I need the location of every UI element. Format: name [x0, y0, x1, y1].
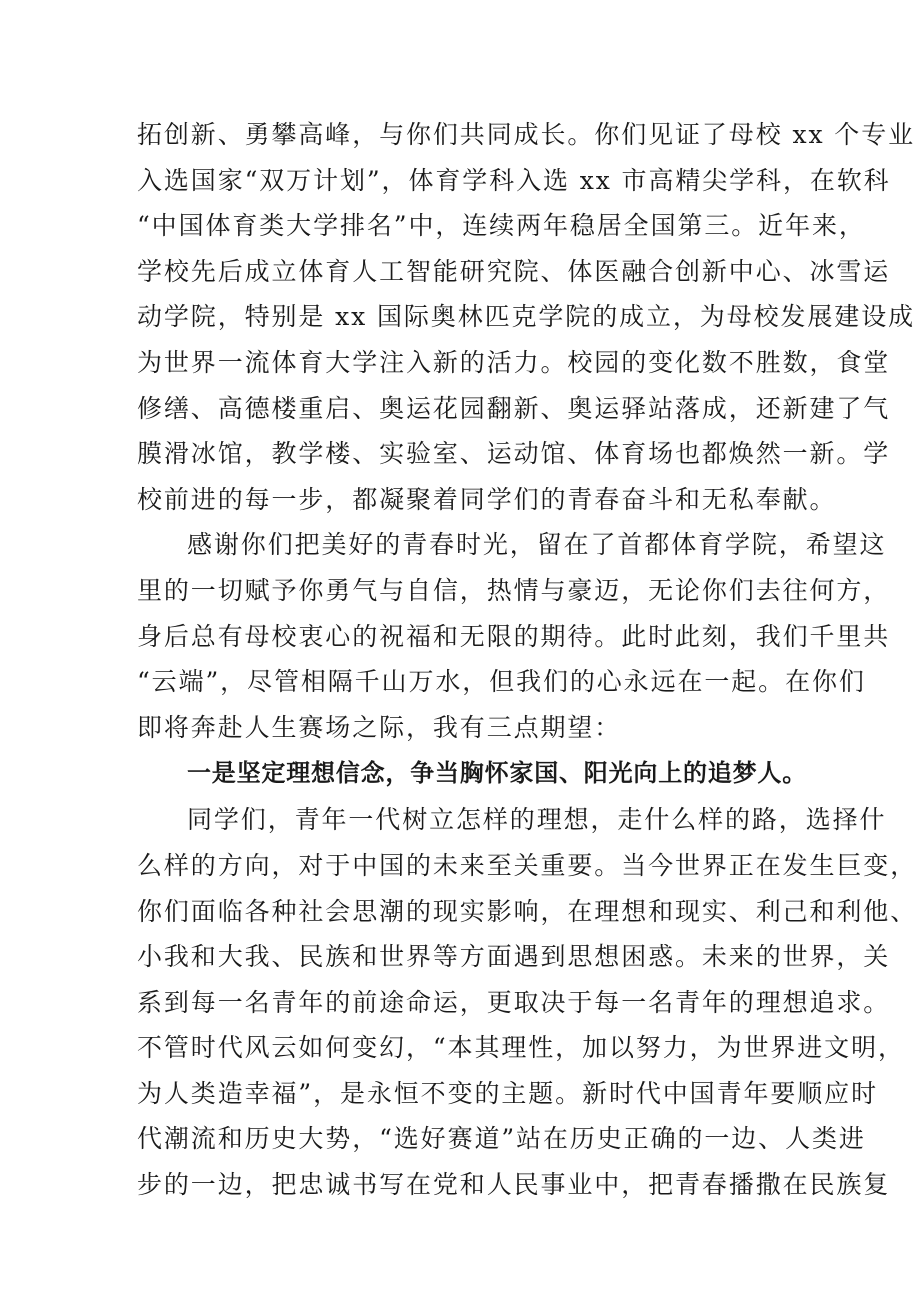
text-line: 系到每一名青年的前途命运，更取决于每一名青年的理想追求。: [137, 987, 891, 1017]
text-line: 不管时代风云如何变幻，“本其理性，加以努力，为世界进文明，: [137, 1033, 905, 1063]
section-heading: 一是坚定理想信念，争当胸怀家国、阳光向上的追梦人。: [187, 759, 807, 788]
text-line: 里的一切赋予你勇气与自信，热情与豪迈，无论你们去往何方，: [137, 575, 891, 605]
text-line: 入选国家“双万计划”，体育学科入选 xx 市高精尖学科，在软科: [137, 165, 891, 195]
text-line: 你们面临各种社会思潮的现实影响，在理想和现实、利己和利他、: [137, 896, 918, 926]
text-line: 代潮流和历史大势，“选好赛道”站在历史正确的一边、人类进: [137, 1124, 866, 1154]
text-line: 同学们，青年一代树立怎样的理想，走什么样的路，选择什: [187, 805, 887, 835]
text-line: 感谢你们把美好的青春时光，留在了首都体育学院，希望这: [187, 530, 887, 560]
text-line: 膜滑冰馆，教学楼、实验室、运动馆、体育场也都焕然一新。学: [137, 439, 891, 469]
text-line: 拓创新、勇攀高峰，与你们共同成长。你们见证了母校 xx 个专业: [137, 120, 915, 149]
text-line: “中国体育类大学排名”中，连续两年稳居全国第三。近年来，: [137, 211, 866, 241]
paragraph-gratitude: [137, 522, 891, 750]
text-line: 身后总有母校衷心的祝福和无限的期待。此时此刻，我们千里共: [137, 621, 891, 651]
text-line: 修缮、高德楼重启、奥运花园翻新、奥运驿站落成，还新建了气: [137, 393, 891, 423]
text-line: 小我和大我、民族和世界等方面遇到思想困惑。未来的世界，关: [137, 942, 891, 972]
text-line: 步的一边，把忠诚书写在党和人民事业中，把青春播撒在民族复: [137, 1170, 891, 1200]
text-line: 即将奔赴人生赛场之际，我有三点期望：: [137, 712, 622, 742]
text-line: 为世界一流体育大学注入新的活力。校园的变化数不胜数，食堂: [137, 347, 891, 377]
text-line: “云端”，尽管相隔千山万水，但我们的心永远在一起。在你们: [137, 667, 866, 697]
paragraph-achievements: [137, 112, 915, 522]
document-body: [137, 112, 918, 1208]
text-line: 么样的方向，对于中国的未来至关重要。当今世界正在发生巨变，: [137, 850, 918, 880]
text-line: 学校先后成立体育人工智能研究院、体医融合创新中心、冰雪运: [137, 256, 891, 286]
text-line: 动学院，特别是 xx 国际奥林匹克学院的成立，为母校发展建设成: [137, 302, 915, 332]
text-line: 为人类造幸福”，是永恒不变的主题。新时代中国青年要顺应时: [137, 1078, 878, 1108]
text-line: 校前进的每一步，都凝聚着同学们的青春奋斗和无私奉献。: [137, 484, 837, 514]
paragraph-ideals: [137, 797, 918, 1207]
